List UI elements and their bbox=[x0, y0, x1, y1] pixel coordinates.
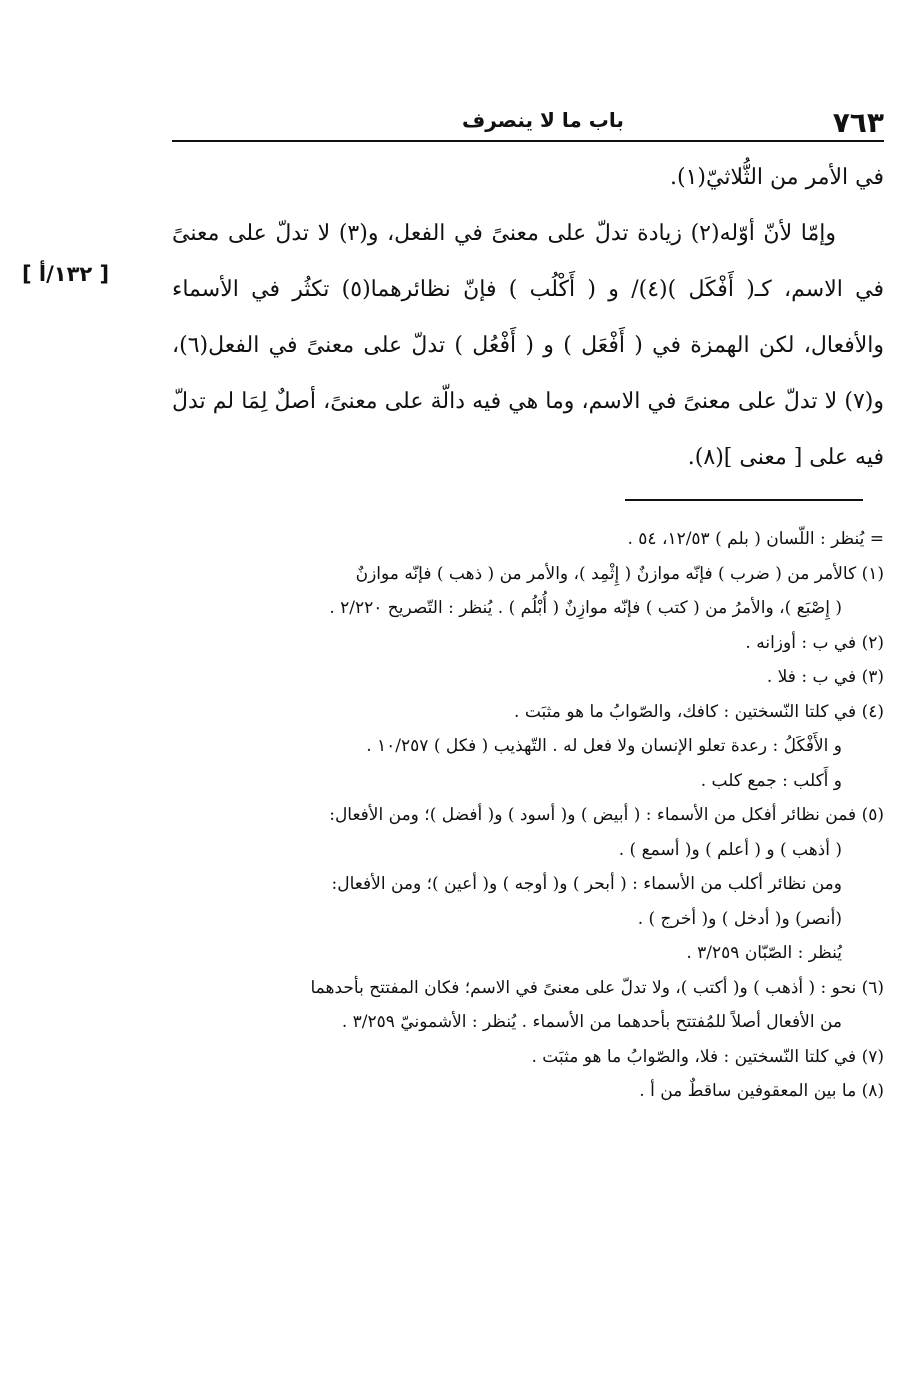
footnote-1: (١) كالأمر من ( ضرب ) فإنّه موازنٌ ( إِثْمِد )، والأمر من ( ذهب ) فإنّه موازنٌ bbox=[355, 563, 884, 584]
page-number: ٧٦٣ bbox=[832, 106, 884, 139]
paragraph-1: في الأمر من الثُّلاثيّ(١). bbox=[670, 165, 884, 190]
footnote-2: (٢) في ب : أوزانه . bbox=[745, 632, 884, 653]
footnote-7: (٧) في كلتا النّسختين : فلا، والصّوابُ ما هو مثبَت . bbox=[531, 1046, 884, 1067]
paragraph-2: وإمّا لأنّ أوّله(٢) زيادة تدلّ على معنىً في الفعل، و(٣) لا تدلّ على معنىً في الاسم، كـ( أَفْكَل )(٤)/ و ( أَكْلُب ) فإنّ نظائرهما(٥) تكثُر في الأسماء والأفعال، لكن الهمزة في ( أَفْعَل ) و ( أَفْعُل ) تدلّ على معنىً في الفعل(٦)، و(٧) لا تدلّ على معنىً في الاسم، وما هي فيه دالّة على معنىً، أصلٌ لِمَا لم تدلّ فيه على [ معنى ](٨). bbox=[172, 221, 884, 470]
footnote-5-line-2: ( أذهب ) و ( أعلم ) و( أسمع ) . bbox=[618, 839, 842, 860]
manuscript-folio-marker: [ ١٣٢/أ ] bbox=[22, 262, 110, 286]
footnotes bbox=[172, 522, 884, 1109]
footnote-4-line-3: و أَكلب : جمع كلب . bbox=[700, 770, 842, 791]
footnote-4-line-2: و الأَفْكَلُ : رعدة تعلو الإنسان ولا فعل له . التّهذيب ( فكل ) ١٠/٢٥٧ . bbox=[366, 736, 842, 756]
footnote-separator bbox=[625, 499, 863, 501]
footnote-4: (٤) في كلتا النّسختين : كافك، والصّوابُ ما هو مثبَت . bbox=[514, 701, 884, 722]
footnote-5: (٥) فمن نظائر أفكل من الأسماء : ( أبيض ) و( أسود ) و( أفضل )؛ ومن الأفعال: bbox=[329, 805, 884, 825]
footnote-5-line-5: يُنظر : الصّبّان ٣/٢٥٩ . bbox=[686, 943, 842, 963]
footnote-6: (٦) نحو : ( أذهب ) و( أكتب )، ولا تدلّ على معنىً في الاسم؛ فكان المفتتح بأحدهما bbox=[310, 977, 884, 998]
main-text bbox=[172, 150, 884, 486]
footnote-5-line-3: ومن نظائر أكلب من الأسماء : ( أبحر ) و( أوجه ) و( أعين )؛ ومن الأفعال: bbox=[331, 874, 842, 894]
footnote-6-line-2: من الأفعال أصلاً للمُفتتح بأحدهما من الأسماء . يُنظر : الأشمونيّ ٣/٢٥٩ . bbox=[341, 1012, 842, 1032]
footnote-continuation: = يُنظر : اللّسان ( بلم ) ١٢/٥٣، ٥٤ . bbox=[627, 529, 884, 549]
footnote-5-line-4: (أنصر) و( أدخل ) و( أخرج ) . bbox=[637, 908, 842, 929]
footnote-8: (٨) ما بين المعقوفين ساقطٌ من أ . bbox=[639, 1081, 884, 1101]
footnote-3: (٣) في ب : فلا . bbox=[766, 667, 884, 687]
running-title: باب ما لا ينصرف bbox=[462, 108, 624, 132]
page-header bbox=[172, 104, 884, 142]
footnote-1-line-2: ( إِصْبَع )، والأمرُ من ( كتب ) فإنّه موازِنٌ ( أُبْلُم ) . يُنظر : التّصريح ٢/٢٢٠ . bbox=[329, 598, 842, 618]
